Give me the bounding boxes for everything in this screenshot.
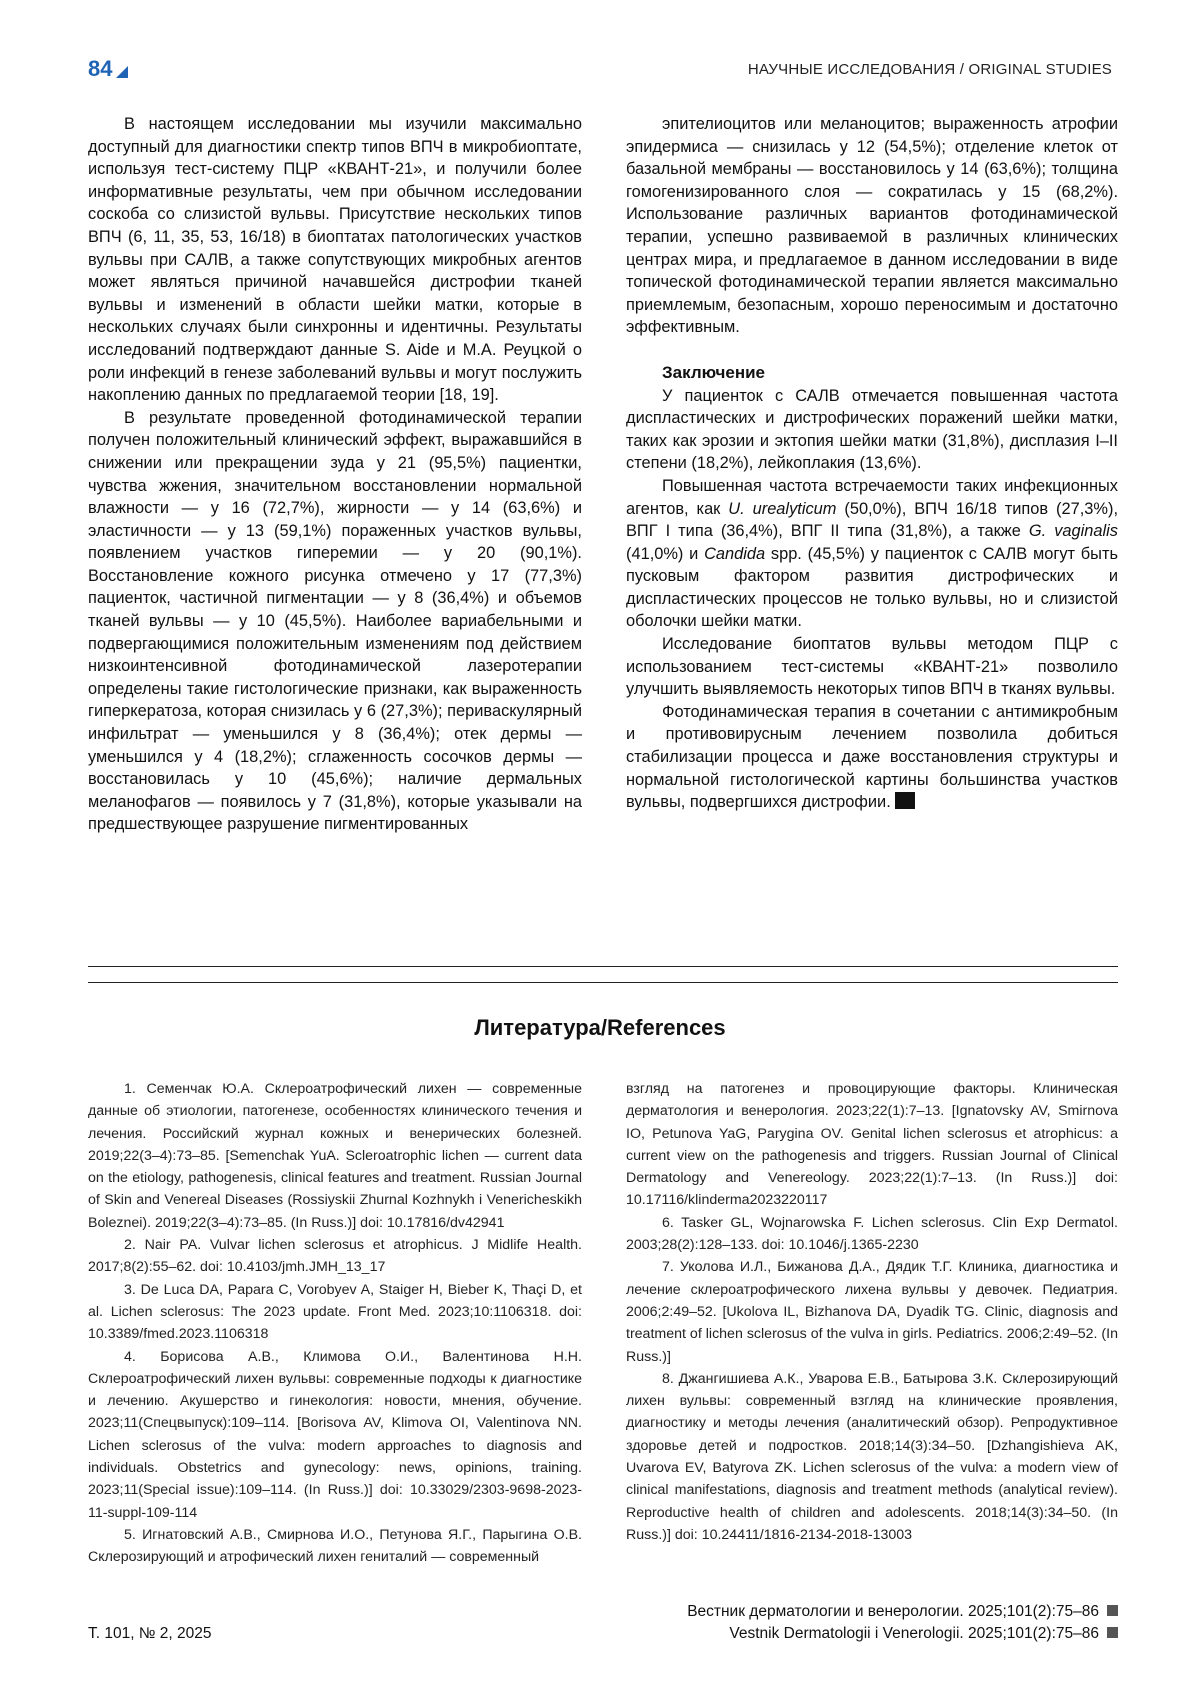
reference-item-continued: взгляд на патогенез и провоцирующие факторы. Клиническая дерматология и венерология. 2023;22(1):7–13. [Ignatovsky AV, Smirnova IO, Petunova YaG, Parygina OV. Genital lichen sclerosus et atrophicus: a current view on the pathogenesis and triggers. Russian Journal of Clinical Dermatology and Venereology. 2023;22(1):7–13. (In Russ.)] doi: 10.17116/klinderma2023220117 [626, 1081, 1118, 1209]
conclusion-heading: Заключение [662, 362, 765, 382]
citation-text: Вестник дерматологии и венерологии. 2025;101(2):75–86 [687, 1603, 1099, 1620]
text-run: Фотодинамическая терапия в сочетании с антимикробным и противовирусным лечением позволила добиться стабилизации процесса и даже восстановления структуры и нормальной гистологической картины большинства участков вульвы, подвергшихся дистрофии. [626, 702, 1118, 812]
body-paragraph: В настоящем исследовании мы изучили максимально доступный для диагностики спектр типов ВПЧ в микробиоптате, используя тест-систему ПЦР «КВАНТ-21», и получили более информативные результаты, чем при обычном исследовании соскоба со слизистой вульвы. Присутствие нескольких типов ВПЧ (6, 11, 35, 53, 16/18) в биоптатах патологических участков вульвы при САЛВ, а также сопутствующих микробных агентов может являться причиной начавшейся дистрофии тканей вульвы и изменений в области шейки матки, которые в нескольких случаях были синхронны и идентичны. Результаты исследований подтверждают данные S. Aide и М.А. Реуцкой о роли инфекций в генезе заболеваний вульвы и могут послужить накоплению данных по предлагаемой теории [18, 19]. [88, 115, 582, 405]
references-column-right [626, 1078, 1118, 1546]
species-name: G. vaginalis [1028, 522, 1118, 541]
references-title: Литература/References [474, 1015, 726, 1040]
corner-triangle-icon [116, 66, 128, 78]
text-run: (50,0%), ВПЧ 16/18 типов (27,3%), ВПГ I типа (36,4%), ВПГ II типа (31,8%), а также [626, 499, 1119, 541]
references-column-left [88, 1078, 582, 1569]
body-paragraph: В результате проведенной фотодинамической терапии получен положительный клинический эффект, выражавшийся в снижении или прекращении зуда у 21 (95,5%) пациентки, чувства жжения, значительном восстановлении нормальной влажности — у 16 (72,7%), жирности — у 14 (63,6%) и эластичности — у 13 (59,1%) пораженных участков вульвы, появлением участков гиперемии — у 20 (90,1%). Восстановление кожного рисунка отмечено у 17 (77,3%) пациенток, частичной пигментации — у 8 (36,4%) и объемов тканей вульвы — у 10 (45,5%). Наиболее вариабельными и подвергающимися положительным изменениям под действием низкоинтенсивной фотодинамической лазеротерапии определены такие гистологические признаки, как выраженность гиперкератоза, которая снизилась у 6 (27,3%); периваскулярный инфильтрат — уменьшился у 8 (36,4%); отек дермы — уменьшился у 4 (18,2%); сглаженность сосочков дермы — восстановилась у 10 (45,6%); наличие дермальных меланофагов — появилось у 7 (31,8%), которые указывали на предшествующее разрушение пигментированных [88, 408, 582, 834]
reference-item: 8. Джангишиева А.К., Уварова Е.В., Батырова З.К. Склерозирующий лихен вульвы: современный взгляд на клинические проявления, диагностику и методы лечения (аналитический обзор). Репродуктивное здоровье детей и подростков. 2018;14(3):34–50. [Dzhangishieva AK, Uvarova EV, Batyrova ZK. Lichen sclerosus of the vulva: a modern view of clinical manifestations, diagnosis and treatment methods (analytical review). Reproductive health of children and adolescents. 2018;14(3):34–50. (In Russ.)] doi: 10.24411/1816-2134-2018-13003 [626, 1370, 1118, 1543]
reference-item: 3. De Luca DA, Papara C, Vorobyev A, Staiger H, Bieber K, Thaçi D, et al. Lichen sclerosus: The 2023 update. Front Med. 2023;10:1106318. doi: 10.3389/fmed.2023.1106318 [88, 1281, 582, 1343]
journal-citation-en [687, 1623, 1118, 1645]
page-number [88, 56, 128, 82]
body-paragraph: эпителиоцитов или меланоцитов; выраженность атрофии эпидермиса — снизилась у 12 (54,5%); отделение клеток от базальной мембраны — восстановилось у 14 (63,6%); толщина гомогенизированного слоя — сократилась у 15 (68,2%). Использование различных вариантов фотодинамической терапии, успешно развиваемой в различных клинических центрах мира, и предлагаемое в данном исследовании в виде топической фотодинамической терапии является максимально приемлемым, безопасным, хорошо переносимым и достаточно эффективным. [626, 115, 1118, 337]
text-run: spp. (45,5%) у пациенток с САЛВ могут быть пусковым фактором развития дистрофических и диспластических процессов не только вульвы, но и слизистой оболочки шейки матки. [626, 544, 1118, 631]
conclusion-paragraph [626, 701, 1118, 814]
reference-item: 4. Борисова А.В., Климова О.И., Валентинова Н.Н. Склероатрофический лихен вульвы: современные подходы к диагностике и лечению. Акушерство и гинекология: новости, мнения, обучение. 2023;11(Спецвыпуск):109–114. [Borisova AV, Klimova OI, Valentinova NN. Lichen sclerosus of the vulva: modern approaches to diagnosis and individuals. Obstetrics and gynecology: news, opinions, training. 2023;11(Special issue):109–114. (In Russ.)] doi: 10.33029/2303-9698-2023-11-suppl-109-114 [88, 1348, 582, 1521]
journal-citation [687, 1601, 1118, 1645]
body-column-left [88, 113, 582, 836]
reference-item: 2. Nair PA. Vulvar lichen sclerosus et atrophicus. J Midlife Health. 2017;8(2):55–62. doi: 10.4103/jmh.JMH_13_17 [88, 1237, 582, 1276]
separator-line [88, 966, 1118, 967]
issue-label: Т. 101, № 2, 2025 [88, 1625, 212, 1642]
body-column-right [626, 113, 1118, 814]
separator-line [88, 982, 1118, 983]
reference-item: 7. Уколова И.Л., Бижанова Д.А., Дядик Т.Г. Клиника, диагностика и лечение склероатрофического лихена вульвы у девочек. Педиатрия. 2006;2:49–52. [Ukolova IL, Bizhanova DA, Dyadik TG. Clinic, diagnosis and treatment of lichen sclerosus of the vulva in girls. Pediatrics. 2006;2:49–52. (In Russ.)] [626, 1259, 1118, 1365]
citation-text: Vestnik Dermatologii i Venerologii. 2025;101(2):75–86 [729, 1625, 1099, 1642]
running-title: НАУЧНЫЕ ИССЛЕДОВАНИЯ / ORIGINAL STUDIES [747, 61, 1112, 78]
text-run: (41,0%) и [626, 544, 705, 563]
end-of-article-icon [895, 792, 915, 809]
reference-item: 6. Tasker GL, Wojnarowska F. Lichen sclerosus. Clin Exp Dermatol. 2003;28(2):128–133. doi: 10.1046/j.1365-2230 [626, 1214, 1118, 1254]
journal-citation-ru [687, 1601, 1118, 1623]
text-run: Повышенная частота встречаемости таких инфекционных агентов, как [626, 476, 1118, 518]
reference-item: 5. Игнатовский А.В., Смирнова И.О., Петунова Я.Г., Парыгина О.В. Склерозирующий и атрофический лихен гениталий — современный [88, 1526, 582, 1566]
conclusion-paragraph [626, 475, 1118, 633]
conclusion-paragraph: Исследование биоптатов вульвы методом ПЦР с использованием тест-системы «КВАНТ-21» позволило улучшить выявляемость некоторых типов ВПЧ в тканях вульвы. [626, 635, 1118, 699]
square-bullet-icon [1107, 1605, 1118, 1616]
square-bullet-icon [1107, 1627, 1118, 1638]
species-name: U. urealyticum [728, 499, 837, 518]
conclusion-paragraph: У пациенток с САЛВ отмечается повышенная частота диспластических и дистрофических поражений шейки матки, таких как эрозии и эктопия шейки матки (31,8%), дисплазия I–II степени (18,2%), лейкоплакия (13,6%). [626, 386, 1118, 473]
species-name: Candida [704, 544, 766, 563]
reference-item: 1. Семенчак Ю.А. Склероатрофический лихен — современные данные об этиологии, патогенезе, особенностях клинического течения и лечения. Российский журнал кожных и венерических болезней. 2019;22(3–4):73–85. [Semenchak YuA. Scleroatrophic lichen — current data on the etiology, pathogenesis, clinical features and treatment. Russian Journal of Skin and Venereal Diseases (Rossiyskii Zhurnal Kozhnykh i Venericheskikh Boleznei). 2019;22(3–4):73–85. (In Russ.)] doi: 10.17816/dv42941 [88, 1081, 582, 1231]
page-number-text: 84 [88, 56, 113, 81]
